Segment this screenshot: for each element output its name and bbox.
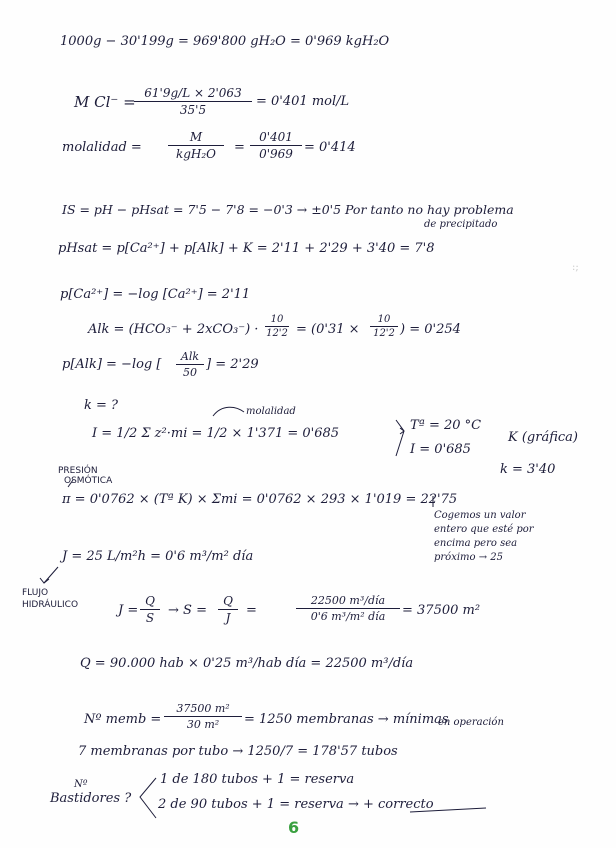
cogemos-line-4: próximo → 25: [434, 552, 504, 563]
tubes-line: 7 membranas por tubo → 1250/7 = 178'57 tubos: [78, 744, 398, 759]
phsat-line: pHsat = p[Ca²⁺] + p[Alk] + K = 2'11 + 2'29 + 3'40 = 7'8: [58, 241, 435, 256]
page-number: 6: [288, 818, 300, 837]
ionic-strength-value: I = 0'685: [410, 442, 471, 457]
alk-fraction-1: [265, 314, 289, 339]
js-line-a: J =: [118, 603, 139, 618]
js-f1-numerator: Q: [140, 594, 160, 610]
js-line-d: = 37500 m²: [402, 603, 481, 618]
alk-line-b: = (0'31 ×: [296, 322, 360, 337]
molalidad-fraction-2: [250, 130, 302, 161]
k-value: k = 3'40: [500, 462, 556, 477]
nmemb-fraction: [164, 702, 242, 731]
alk-fraction-2: [370, 314, 398, 339]
alk-f2-denominator: 12'2: [373, 328, 395, 339]
line-water-mass: 1000g − 30'199g = 969'800 gH₂O = 0'969 kgH₂O: [60, 34, 390, 49]
flujo-label: FLUJO: [22, 588, 49, 598]
k-grafica: K (gráfica): [508, 430, 578, 445]
alk-f2-numerator: 10: [370, 314, 398, 327]
nmemb-line-a: Nº memb =: [84, 712, 162, 727]
js-f1-denominator: S: [145, 611, 155, 625]
js-fraction-2: [218, 594, 238, 625]
palk-line-b: ] = 2'29: [206, 357, 259, 372]
presion-label: PRESIÓN: [58, 466, 98, 476]
molalidad-f2-denominator: 0'969: [259, 147, 293, 161]
molalidad-f2-numerator: 0'401: [250, 130, 302, 146]
molalidad-result: = 0'414: [304, 140, 356, 155]
m-cl-result: = 0'401 mol/L: [256, 94, 350, 109]
hidraulico-label: HIDRÁULICO: [22, 600, 79, 610]
alk-f1-numerator: 10: [265, 314, 289, 327]
alk-line-a: Alk = (HCO₃⁻ + 2xCO₃⁻) ·: [88, 322, 259, 337]
molalidad-fraction-1: [168, 130, 224, 161]
js-line-c: =: [246, 603, 257, 618]
js-f3-numerator: 22500 m³/día: [296, 594, 400, 609]
k-question: k = ?: [84, 398, 119, 413]
js-f2-denominator: J: [225, 611, 231, 625]
pca-line: p[Ca²⁺] = −log [Ca²⁺] = 2'11: [60, 287, 251, 302]
js-line-b: → S =: [168, 603, 207, 618]
palk-f-denominator: 50: [183, 366, 197, 379]
nmemb-line-c: en operación: [438, 717, 504, 728]
molalidad-note: molalidad: [246, 406, 296, 417]
js-f2-numerator: Q: [218, 594, 238, 610]
m-cl-fraction: [134, 86, 252, 117]
alk-line-c: ) = 0'254: [400, 322, 461, 337]
alk-f1-denominator: 12'2: [266, 328, 288, 339]
js-f3-denominator: 0'6 m³/m² día: [310, 610, 386, 623]
cogemos-line-2: entero que esté por: [434, 524, 534, 535]
bastidores-label: Bastidores ?: [50, 791, 132, 806]
molalidad-equals: =: [234, 140, 245, 155]
js-fraction-1: [140, 594, 160, 625]
smudge-mark: :;: [572, 262, 579, 273]
ionic-strength-line: I = 1/2 Σ z²·mi = 1/2 × 1'371 = 0'685: [92, 426, 340, 441]
cogemos-line-1: Cogemos un valor: [434, 510, 526, 521]
nmemb-f-numerator: 37500 m²: [164, 702, 242, 717]
nmemb-line-b: = 1250 membranas → mínimas: [244, 712, 449, 727]
molalidad-label: molalidad =: [62, 140, 142, 155]
m-cl-denominator: 35'5: [179, 103, 207, 117]
is-line: IS = pH − pHsat = 7'5 − 7'8 = −0'3 → ±0'5 Por tanto no hay problema: [62, 202, 514, 217]
m-cl-numerator: 61'9g/L × 2'063: [134, 86, 252, 102]
bastidores-option-2: 2 de 90 tubos + 1 = reserva → + correcto: [158, 797, 434, 812]
palk-fraction: [176, 350, 204, 379]
js-fraction-3: [296, 594, 400, 623]
molalidad-f1-numerator: M: [168, 130, 224, 146]
osmotica-label: OSMÓTICA: [64, 476, 113, 486]
is-line-2: de precipitado: [424, 219, 498, 230]
palk-f-numerator: Alk: [176, 350, 204, 365]
temperature-line: Tª = 20 °C: [410, 418, 482, 433]
bastidores-no: Nº: [74, 779, 88, 790]
molalidad-f1-denominator: kgH₂O: [175, 147, 217, 161]
bastidores-option-1: 1 de 180 tubos + 1 = reserva: [160, 772, 355, 787]
nmemb-f-denominator: 30 m²: [186, 718, 220, 731]
q-line: Q = 90.000 hab × 0'25 m³/hab día = 22500 m³/día: [80, 656, 414, 671]
cogemos-line-3: encima pero sea: [434, 538, 518, 549]
palk-line-a: p[Alk] = −log [: [62, 357, 162, 372]
flux-line: J = 25 L/m²h = 0'6 m³/m² día: [62, 549, 254, 564]
osmotic-pressure-line: π = 0'0762 × (Tª K) × Σmi = 0'0762 × 293 × 1'019 = 22'75: [62, 492, 458, 507]
m-cl-label: M Cl⁻ =: [74, 93, 136, 111]
